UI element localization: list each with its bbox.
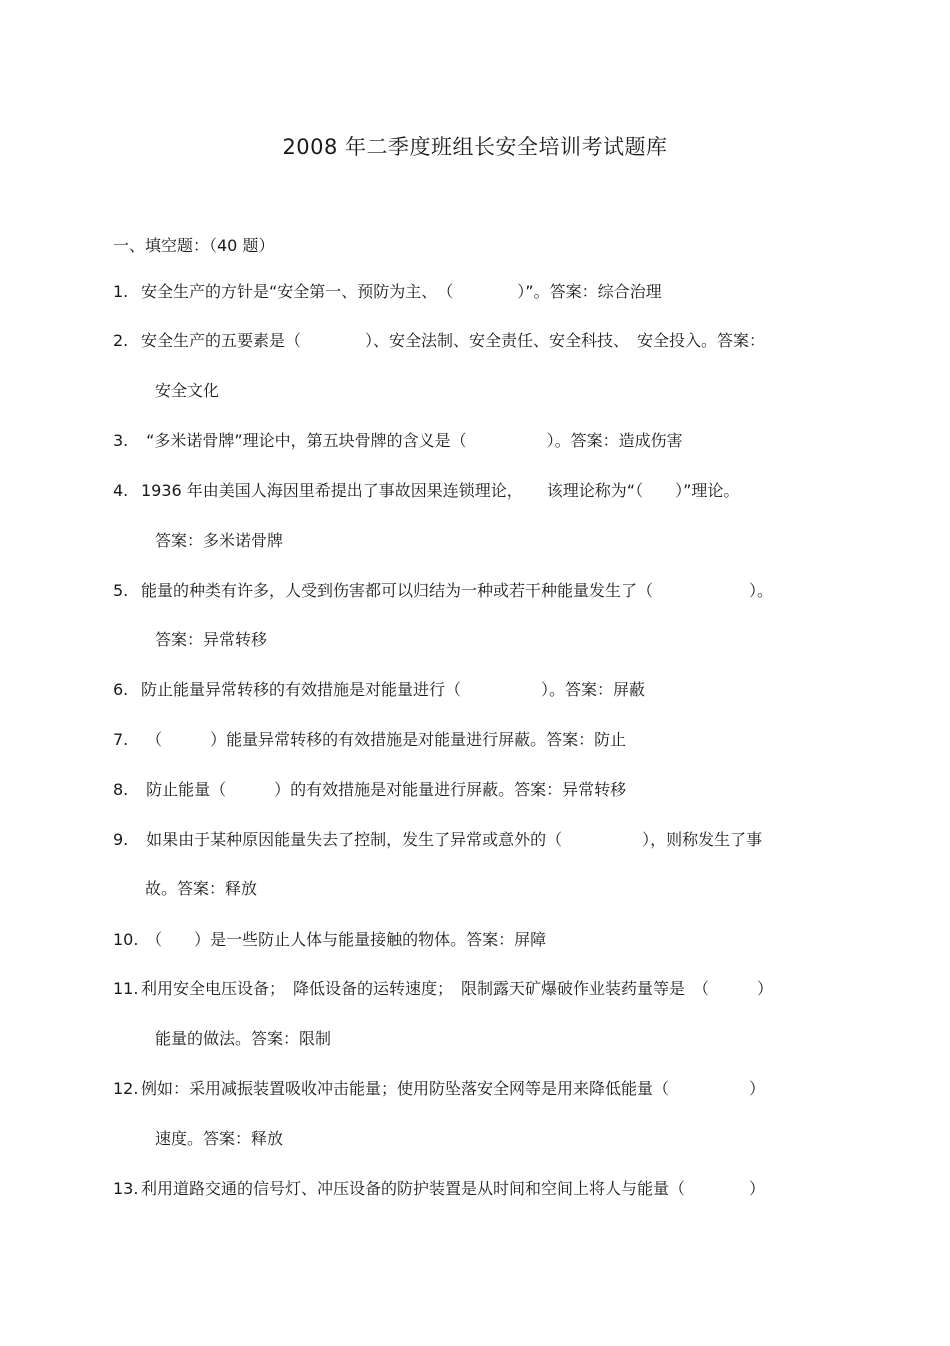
question-number: 7. [113, 730, 129, 749]
question-text: （ ）是一些防止人体与能量接触的物体。答案：屏障 [141, 930, 547, 949]
question-11 [113, 964, 848, 1014]
question-4-continuation: 答案：多米诺骨牌 [155, 531, 284, 550]
question-number: 13. [113, 1179, 139, 1198]
question-12 [113, 1064, 848, 1114]
question-number: 1. [113, 282, 129, 301]
question-10 [113, 915, 848, 965]
question-number: 5. [113, 581, 129, 600]
question-number: 11. [113, 979, 139, 998]
question-number: 8. [113, 780, 129, 799]
question-9 [113, 815, 848, 865]
question-5-continuation: 答案：异常转移 [155, 630, 268, 649]
question-text: 防止能量（ ）的有效措施是对能量进行屏蔽。答案：异常转移 [141, 780, 627, 799]
question-text: （ ）能量异常转移的有效措施是对能量进行屏蔽。答案：防止 [141, 730, 627, 749]
question-text: 能量的种类有许多，人受到伤害都可以归结为一种或若干种能量发生了（ ）。 [141, 581, 774, 600]
question-2 [113, 316, 848, 366]
question-4 [113, 466, 848, 516]
document-title: 2008 年二季度班组长安全培训考试题库 [282, 135, 668, 159]
question-text: 利用道路交通的信号灯、冲压设备的防护装置是从时间和空间上将人与能量（ ） [141, 1179, 766, 1198]
question-12-continuation: 速度。答案：释放 [155, 1129, 284, 1148]
question-text: 利用安全电压设备； 降低设备的运转速度； 限制露天矿爆破作业装药量等是 （ ） [141, 979, 774, 998]
question-6 [113, 665, 848, 715]
question-number: 12. [113, 1079, 139, 1098]
question-number: 4. [113, 481, 129, 500]
question-text: 防止能量异常转移的有效措施是对能量进行（ ）。答案：屏蔽 [141, 680, 646, 699]
question-number: 6. [113, 680, 129, 699]
question-text: 如果由于某种原因能量失去了控制，发生了异常或意外的（ ），则称发生了事 [141, 830, 763, 849]
question-5 [113, 566, 848, 616]
question-text: “多米诺骨牌”理论中，第五块骨牌的含义是（ ）。答案：造成伤害 [141, 431, 683, 450]
question-number: 9. [113, 830, 129, 849]
question-text: 安全生产的方针是“安全第一、预防为主、 （ ）”。答案：综合治理 [141, 282, 662, 301]
question-13 [113, 1164, 848, 1214]
question-3 [113, 416, 848, 466]
question-2-continuation: 安全文化 [155, 381, 220, 400]
question-7 [113, 715, 848, 765]
question-text: 1936 年由美国人海因里希提出了事故因果连锁理论， 该理论称为“（ ）”理论。 [141, 481, 740, 500]
question-text: 例如：采用减振装置吸收冲击能量；使用防坠落安全网等是用来降低能量（ ） [141, 1079, 766, 1098]
question-1 [113, 267, 848, 317]
question-number: 3. [113, 431, 129, 450]
question-11-continuation: 能量的做法。答案：限制 [155, 1029, 332, 1048]
section-heading: 一、填空题：（40 题） [113, 236, 275, 255]
question-text: 安全生产的五要素是（ ）、安全法制、安全责任、安全科技、 安全投入。答案： [141, 331, 766, 350]
question-number: 2. [113, 331, 129, 350]
question-9-continuation: 故。答案：释放 [145, 879, 258, 898]
question-number: 10. [113, 930, 139, 949]
question-8 [113, 765, 848, 815]
